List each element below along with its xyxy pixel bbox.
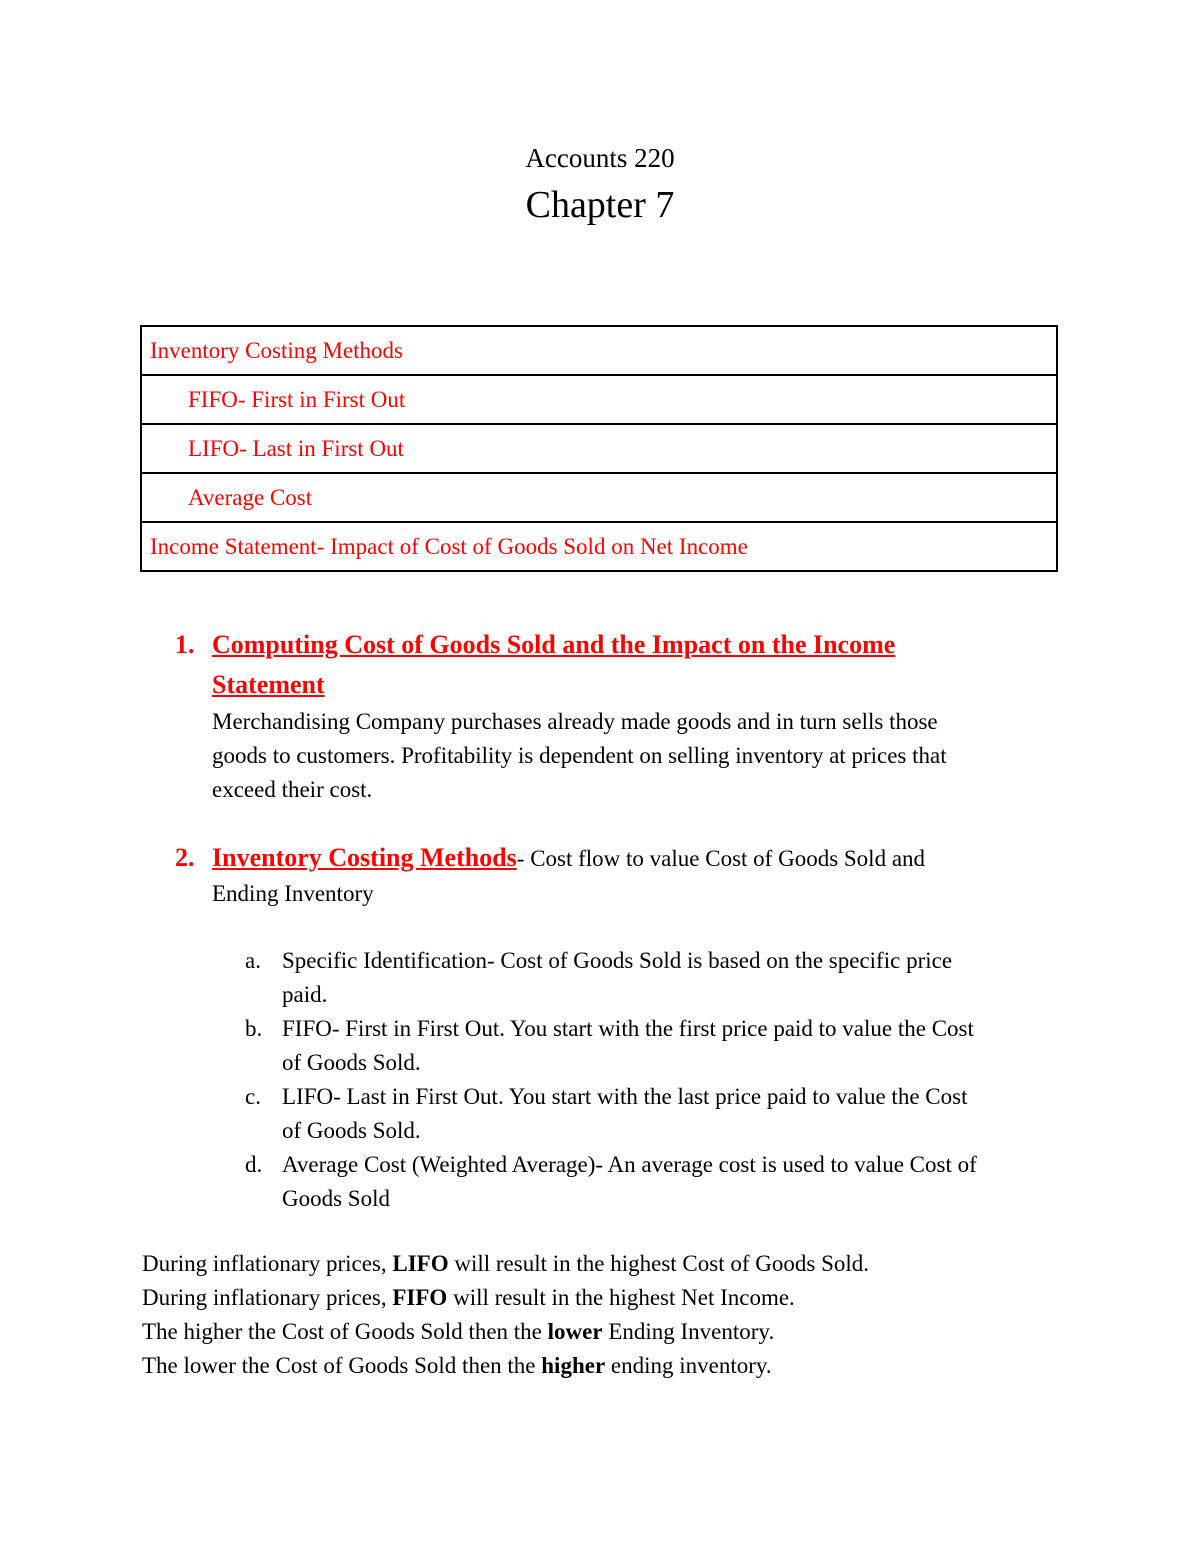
costing-methods-list bbox=[245, 944, 1060, 1216]
list-item-letter: d. bbox=[245, 1152, 263, 1177]
section-2-number: 2. bbox=[175, 843, 195, 872]
list-item-text: FIFO- First in First Out. You start with the first price paid to value the Cost bbox=[282, 1016, 974, 1041]
outline-row-fifo: FIFO- First in First Out bbox=[142, 376, 1056, 425]
section-1 bbox=[175, 625, 1055, 807]
section-1-heading bbox=[175, 625, 1055, 665]
section-1-title-line2: Statement bbox=[212, 670, 325, 699]
chapter-outline-table bbox=[140, 325, 1058, 572]
list-item bbox=[245, 944, 1060, 1012]
section-1-number: 1. bbox=[175, 630, 195, 659]
list-item-letter: b. bbox=[245, 1016, 263, 1041]
outline-row-income-statement: Income Statement- Impact of Cost of Goods Sold on Net Income bbox=[142, 523, 1056, 572]
outline-row-inventory-costing-methods: Inventory Costing Methods bbox=[142, 327, 1056, 376]
list-item-letter: c. bbox=[245, 1084, 261, 1109]
section-1-body bbox=[175, 705, 1055, 807]
list-item bbox=[245, 1080, 1060, 1148]
section-2-title: Inventory Costing Methods bbox=[212, 843, 517, 872]
section-1-body-line: goods to customers. Profitability is dependent on selling inventory at prices that bbox=[212, 743, 947, 768]
section-1-body-line: Merchandising Company purchases already made goods and in turn sells those bbox=[212, 709, 938, 734]
list-item-text: Specific Identification- Cost of Goods Sold is based on the specific price bbox=[282, 948, 953, 973]
outline-row-lifo: LIFO- Last in First Out bbox=[142, 425, 1056, 474]
list-item-letter: a. bbox=[245, 948, 261, 973]
summary-notes bbox=[142, 1247, 1092, 1383]
list-item-text: LIFO- Last in First Out. You start with the last price paid to value the Cost bbox=[282, 1084, 968, 1109]
list-item-text: of Goods Sold. bbox=[282, 1050, 421, 1075]
course-title: Accounts 220 bbox=[525, 143, 675, 173]
list-item-text: of Goods Sold. bbox=[282, 1118, 421, 1143]
section-2-title-suffix: - Cost flow to value Cost of Goods Sold and bbox=[516, 846, 926, 871]
note-line: The higher the Cost of Goods Sold then the lower Ending Inventory. bbox=[142, 1319, 775, 1344]
section-2-heading bbox=[175, 840, 1055, 877]
outline-row-average-cost: Average Cost bbox=[142, 474, 1056, 523]
list-item bbox=[245, 1148, 1060, 1216]
note-line: During inflationary prices, LIFO will result in the highest Cost of Goods Sold. bbox=[142, 1251, 869, 1276]
note-line: The lower the Cost of Goods Sold then the higher ending inventory. bbox=[142, 1353, 772, 1378]
list-item-text: paid. bbox=[282, 982, 328, 1007]
section-1-heading-cont bbox=[175, 665, 1055, 705]
list-item-text: Goods Sold bbox=[282, 1186, 390, 1211]
section-1-title-line1: Computing Cost of Goods Sold and the Impact on the Income bbox=[212, 630, 896, 659]
list-item-text: Average Cost (Weighted Average)- An average cost is used to value Cost of bbox=[282, 1152, 977, 1177]
list-item bbox=[245, 1012, 1060, 1080]
section-2 bbox=[175, 840, 1055, 911]
note-line: During inflationary prices, FIFO will result in the highest Net Income. bbox=[142, 1285, 795, 1310]
section-2-continuation: Ending Inventory bbox=[212, 881, 374, 906]
section-1-body-line: exceed their cost. bbox=[212, 777, 373, 802]
chapter-title: Chapter 7 bbox=[525, 184, 675, 226]
